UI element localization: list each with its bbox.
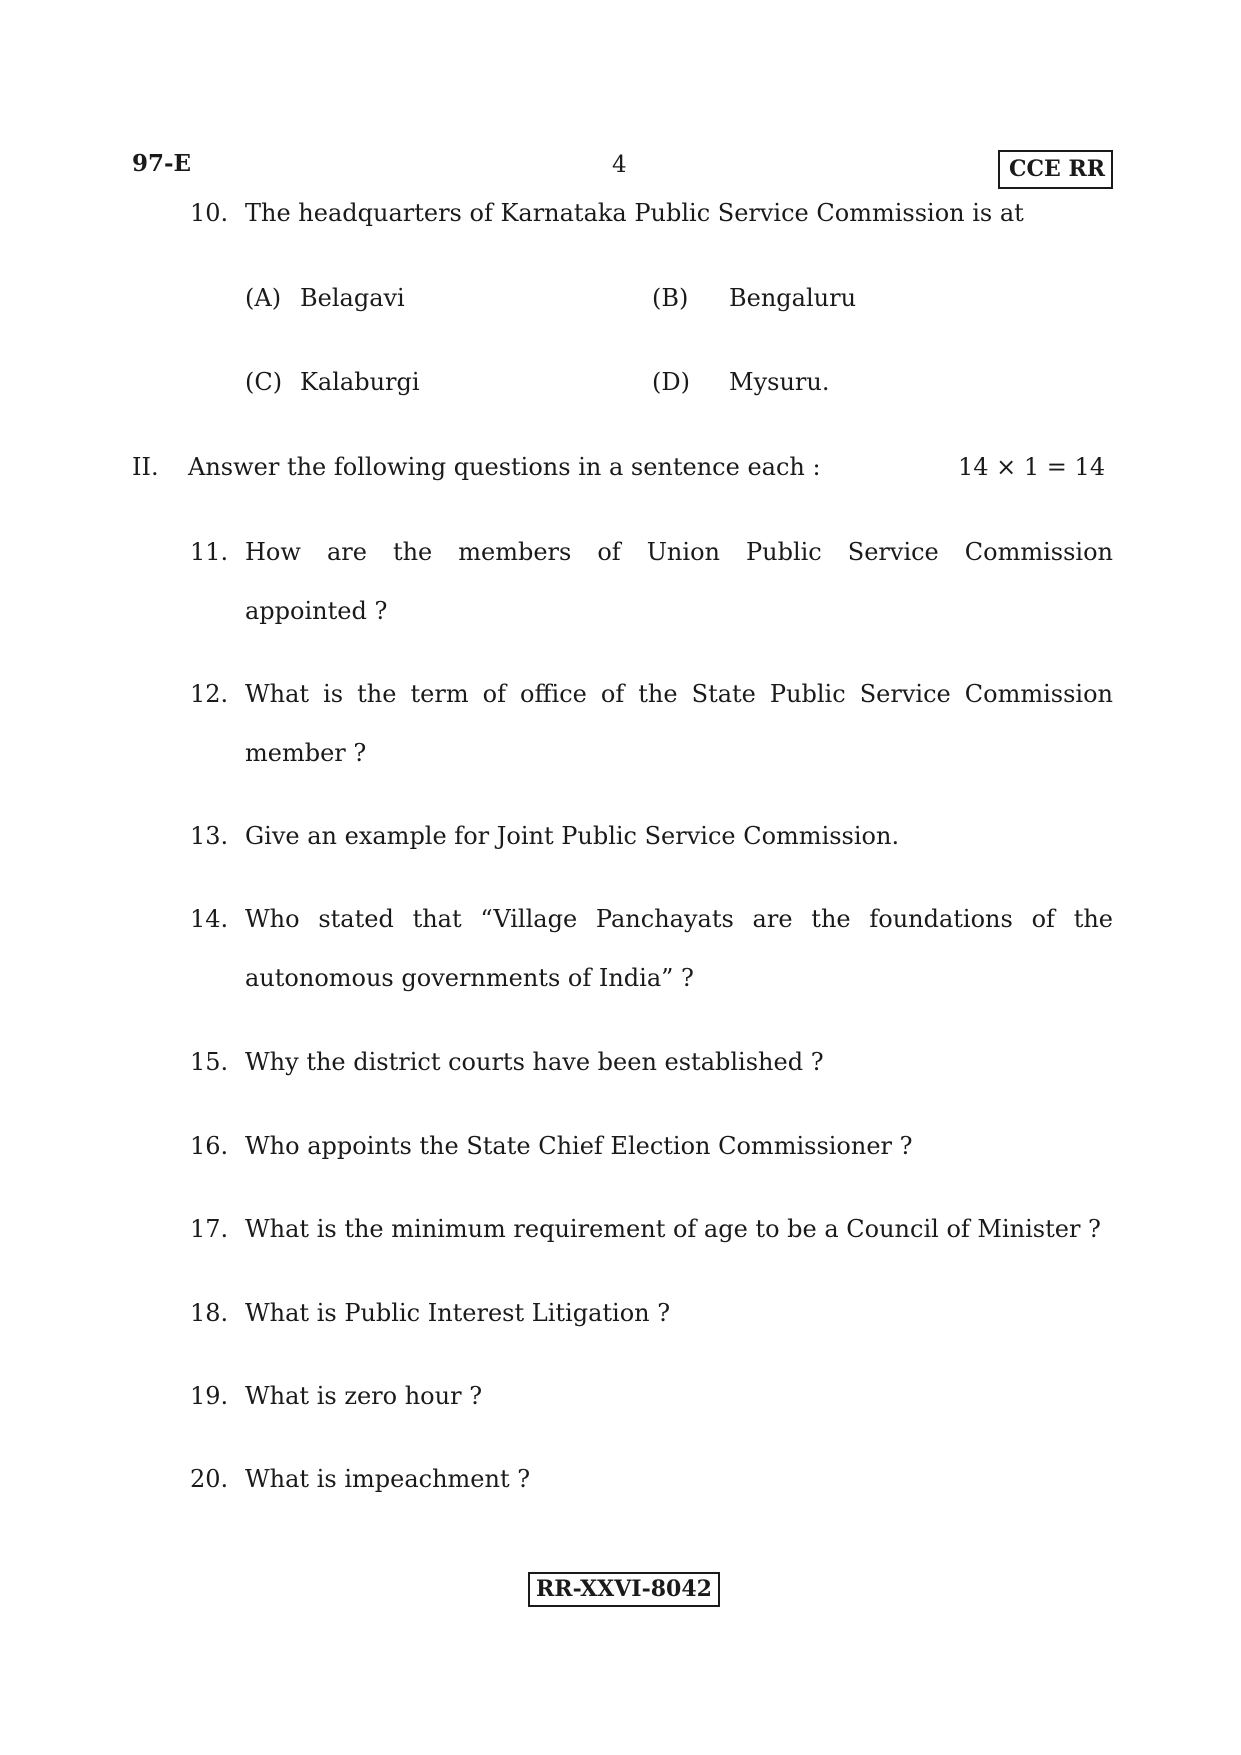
option-label: (A) (245, 284, 282, 312)
question-text: Why the district courts have been established ? (245, 1048, 824, 1076)
page-number: 4 (612, 152, 627, 178)
section-marks: 14 × 1 = 14 (958, 453, 1106, 481)
question-text: Give an example for Joint Public Service Commission. (245, 822, 900, 850)
section-roman: II. (132, 453, 159, 481)
question-text-continued: member ? (245, 739, 367, 767)
question-text: Who appoints the State Chief Election Commissioner ? (245, 1132, 913, 1160)
question-number: 13. (190, 822, 229, 850)
option-text: Belagavi (300, 284, 405, 312)
question-text: What is the minimum requirement of age to be a Council of Minister ? (245, 1215, 1101, 1243)
series-box: CCE RR (998, 150, 1113, 189)
option-label: (B) (652, 284, 689, 312)
question-text: Who stated that “Village Panchayats are the foundations of the (245, 905, 1113, 933)
question-text: What is zero hour ? (245, 1382, 483, 1410)
section-instruction: Answer the following questions in a sentence each : (188, 453, 821, 481)
option-text: Kalaburgi (300, 368, 420, 396)
question-text-continued: autonomous governments of India” ? (245, 964, 694, 992)
paper-code: 97-E (132, 150, 192, 177)
question-number: 12. (190, 680, 229, 708)
question-text: What is Public Interest Litigation ? (245, 1299, 671, 1327)
question-text: What is impeachment ? (245, 1465, 531, 1493)
question-number: 10. (190, 199, 229, 227)
question-number: 11. (190, 538, 229, 566)
question-text: The headquarters of Karnataka Public Service Commission is at (245, 199, 1024, 227)
option-label: (D) (652, 368, 690, 396)
question-number: 15. (190, 1048, 229, 1076)
question-text-continued: appointed ? (245, 597, 388, 625)
option-text: Bengaluru (729, 284, 857, 312)
question-number: 19. (190, 1382, 229, 1410)
question-number: 17. (190, 1215, 229, 1243)
question-text: How are the members of Union Public Service Commission (245, 538, 1113, 566)
footer-code-box: RR-XXVI-8042 (528, 1572, 720, 1607)
option-label: (C) (245, 368, 283, 396)
question-text: What is the term of office of the State Public Service Commission (245, 680, 1113, 708)
question-number: 16. (190, 1132, 229, 1160)
option-text: Mysuru. (729, 368, 830, 396)
question-number: 14. (190, 905, 229, 933)
question-number: 20. (190, 1465, 229, 1493)
question-number: 18. (190, 1299, 229, 1327)
